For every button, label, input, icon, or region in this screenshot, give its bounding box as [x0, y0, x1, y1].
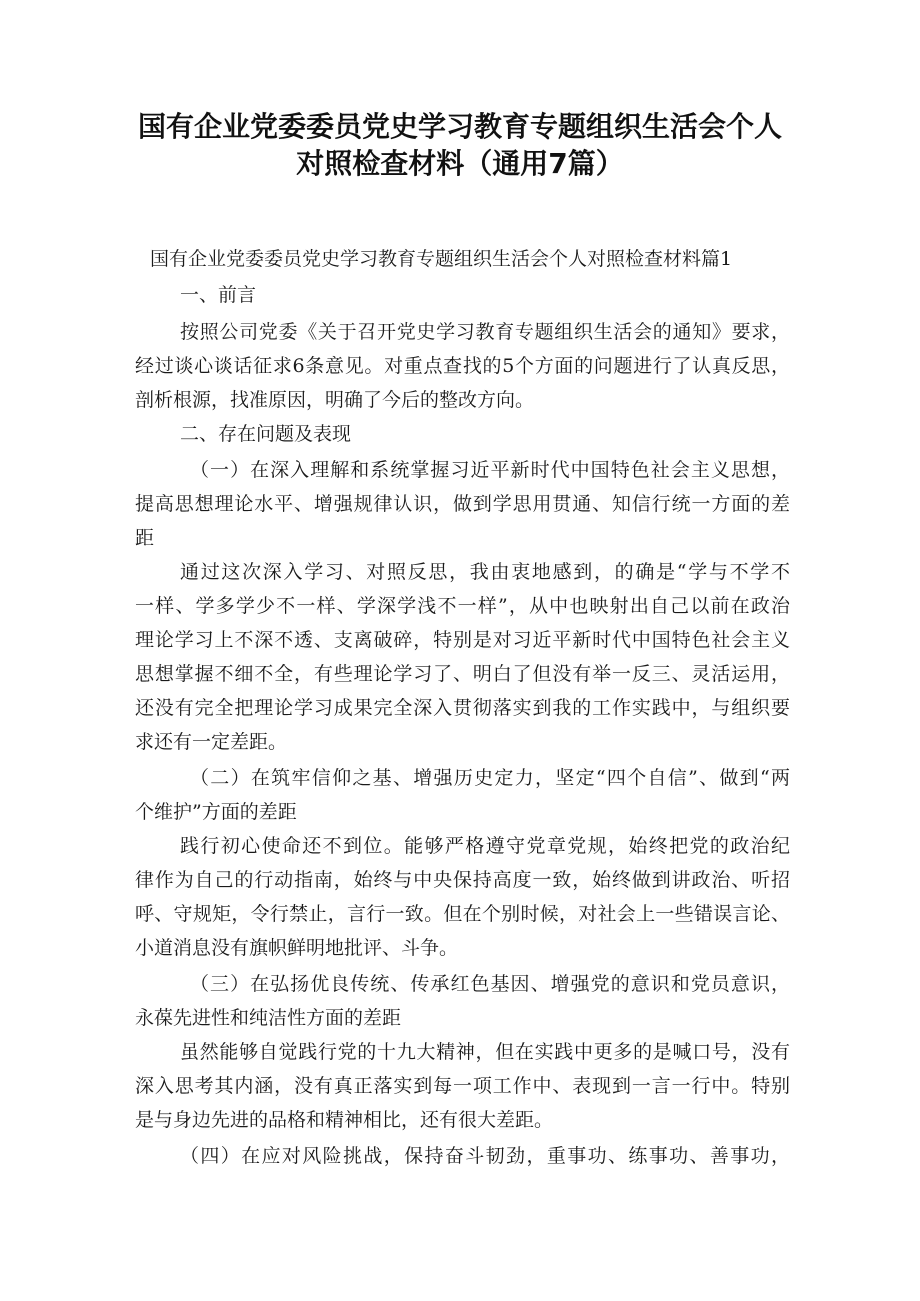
paragraph-line: 一样、学多学少不一样、学深学浅不一样”，从中也映射出自己以前在政治 — [135, 595, 790, 617]
section-heading-article-1: 国有企业党委委员党史学习教育专题组织生活会个人对照检查材料篇1 — [150, 248, 733, 270]
paragraph-line: 践行初心使命还不到位。能够严格遵守党章党规，始终把党的政治纪 — [180, 835, 790, 857]
paragraph-line: 理论学习上不深不透、支离破碎，特别是对习近平新时代中国特色社会主义 — [135, 629, 790, 651]
paragraph-line: 经过谈心谈话征求6条意见。对重点查找的5个方面的问题进行了认真反思， — [135, 355, 790, 377]
subheading-line: 个维护”方面的差距 — [135, 801, 297, 823]
section-heading-preface: 一、前言 — [180, 284, 257, 306]
paragraph-line: 求还有一定差距。 — [135, 731, 288, 753]
paragraph-line: 小道消息没有旗帜鲜明地批评、斗争。 — [135, 937, 459, 959]
subheading-line: （三）在弘扬优良传统、传承红色基因、增强党的意识和党员意识， — [190, 973, 790, 995]
paragraph-line: 深入思考其内涵，没有真正落实到每一项工作中、表现到一言一行中。特别 — [135, 1075, 790, 1097]
paragraph-line: 剖析根源，找准原因，明确了今后的整改方向。 — [135, 389, 535, 411]
paragraph-line: 是与身边先进的品格和精神相比，还有很大差距。 — [135, 1109, 554, 1131]
paragraph-line: 通过这次深入学习、对照反思，我由衷地感到，的确是“学与不学不 — [180, 561, 790, 583]
paragraph-line: 虽然能够自觉践行党的十九大精神，但在实践中更多的是喊口号，没有 — [180, 1041, 790, 1063]
subheading-line: （四）在应对风险挑战，保持奋斗韧劲，重事功、练事功、善事功， — [180, 1145, 790, 1167]
document-title-line-2: 对照检查材料（通用7篇） — [296, 147, 624, 180]
paragraph-line: 律作为自己的行动指南，始终与中央保持高度一致，始终做到讲政治、听招 — [135, 869, 790, 891]
subheading-line: 提高思想理论水平、增强规律认识，做到学思用贯通、知信行统一方面的差 — [135, 493, 790, 515]
paragraph-line: 思想掌握不细不全，有些理论学习了、明白了但没有举一反三、灵活运用， — [135, 663, 790, 685]
subheading-line: 永葆先进性和纯洁性方面的差距 — [135, 1007, 402, 1029]
subheading-line: （二）在筑牢信仰之基、增强历史定力，坚定“四个自信”、做到“两 — [190, 767, 790, 789]
subheading-line: 距 — [135, 527, 155, 549]
paragraph-line: 呼、守规矩，令行禁止，言行一致。但在个别时候，对社会上一些错误言论、 — [135, 903, 790, 925]
section-heading-problems: 二、存在问题及表现 — [180, 423, 352, 445]
paragraph-line: 按照公司党委《关于召开党史学习教育专题组织生活会的通知》要求， — [180, 321, 790, 343]
document-title-line-1: 国有企业党委委员党史学习教育专题组织生活会个人 — [137, 110, 782, 143]
subheading-line: （一）在深入理解和系统掌握习近平新时代中国特色社会主义思想， — [190, 459, 790, 481]
paragraph-line: 还没有完全把理论学习成果完全深入贯彻落实到我的工作实践中，与组织要 — [135, 697, 790, 719]
